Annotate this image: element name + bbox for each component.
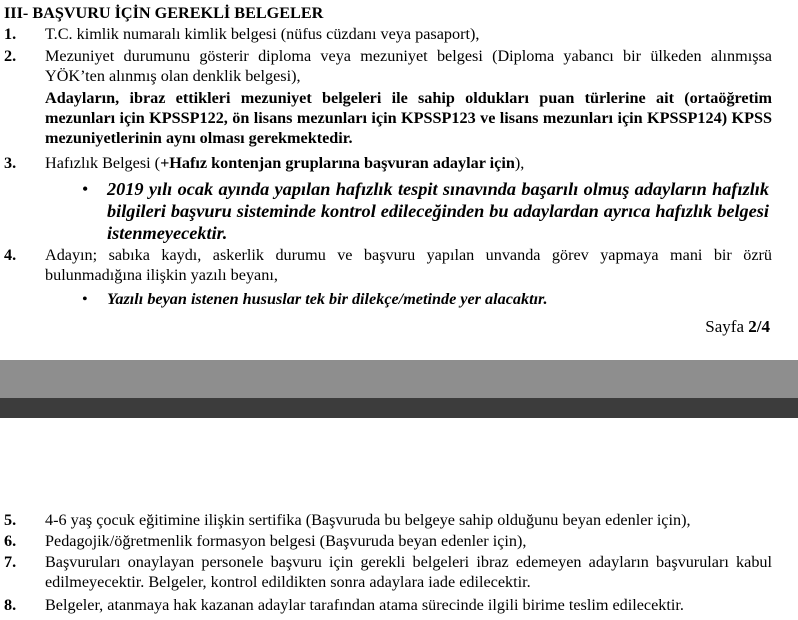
item-text: Belgeler, atanmaya hak kazanan adaylar tarafından atama sürecinde ilgili birime teslim edilecektir. bbox=[45, 596, 684, 614]
bullet-text: 2019 yılı ocak ayında yapılan hafızlık tespit sınavında başarılı olmuş adayların hafızlık bilgileri başvuru sisteminde kontrol edileceğinden bu adaylardan ayrıca hafızlık belgesi istenmeyecektir. bbox=[107, 179, 769, 243]
item-number: 2. bbox=[4, 47, 17, 65]
item-text: 4-6 yaş çocuk eğitimine ilişkin sertifika (Başvuruda bu belgeye sahip olduğunu beyan edenler için), bbox=[45, 511, 691, 529]
item-number: 3. bbox=[4, 154, 17, 172]
bullet-icon: • bbox=[82, 290, 88, 308]
item-number: 1. bbox=[4, 25, 17, 43]
item-text-end: ), bbox=[514, 154, 525, 172]
item-text: Mezuniyet durumunu gösterir diploma veya mezuniyet belgesi (Diploma yabancı bir ülkeden alınmışsa YÖK’ten alınmış olan denklik belgesi), bbox=[45, 47, 772, 85]
item-bold-note: Adayların, ibraz ettikleri mezuniyet belgeleri ile sahip oldukları puan türlerine ait (ortaöğretim mezunları için KPSSP122, ön lisans mezunları için KPSSP123 ve lisans mezunları için KPSSP124) KPSS mezuniyetlerinin aynı olması gerekmektedir. bbox=[45, 89, 772, 147]
item-text: Adayın; sabıka kaydı, askerlik durumu ve başvuru yapılan unvanda görev yapmaya mani bir özrü bulunmadığına ilişkin yazılı beyanı, bbox=[45, 246, 772, 284]
page-number bbox=[705, 317, 770, 337]
item-text-start: Hafızlık Belgesi ( bbox=[45, 154, 161, 172]
item-number: 7. bbox=[4, 553, 17, 571]
item-text: Başvuruları onaylayan personele başvuru için gerekli belgeleri ibraz edemeyen adayların başvuruları kabul edilmeyecektir. Belgeler, kontrol edildikten sonra adaylara iade edilecektir. bbox=[45, 553, 772, 591]
document-page-2 bbox=[0, 418, 798, 620]
item-number: 6. bbox=[4, 532, 17, 550]
page-gap bbox=[0, 360, 798, 398]
list-item-5 bbox=[4, 510, 772, 530]
list-item-6 bbox=[4, 531, 772, 551]
section-heading: III- BAŞVURU İÇİN GEREKLİ BELGELER bbox=[4, 4, 324, 22]
list-item-7 bbox=[4, 552, 772, 592]
item-number: 5. bbox=[4, 511, 17, 529]
item-text: T.C. kimlik numaralı kimlik belgesi (nüfus cüzdanı veya pasaport), bbox=[45, 25, 480, 43]
page-number-value: 2/4 bbox=[748, 317, 770, 336]
list-item-2 bbox=[4, 46, 772, 148]
item-text-bold: +Hafız kontenjan gruplarına başvuran adaylar için bbox=[160, 154, 515, 172]
page-label: Sayfa bbox=[705, 317, 749, 336]
item-text: Pedagojik/öğretmenlik formasyon belgesi (Başvuruda beyan edenler için), bbox=[45, 532, 527, 550]
item-number: 4. bbox=[4, 246, 17, 264]
list-item-8 bbox=[4, 595, 772, 615]
list-item-1 bbox=[4, 24, 772, 44]
bullet-icon: • bbox=[82, 179, 89, 199]
bullet-text: Yazılı beyan istenen hususlar tek bir dilekçe/metinde yer alacaktır. bbox=[107, 290, 548, 308]
list-item-3 bbox=[4, 153, 772, 173]
item-text bbox=[45, 153, 772, 173]
page-gap-shadow bbox=[0, 398, 798, 418]
item-number: 8. bbox=[4, 596, 17, 614]
list-item-4 bbox=[4, 245, 772, 285]
